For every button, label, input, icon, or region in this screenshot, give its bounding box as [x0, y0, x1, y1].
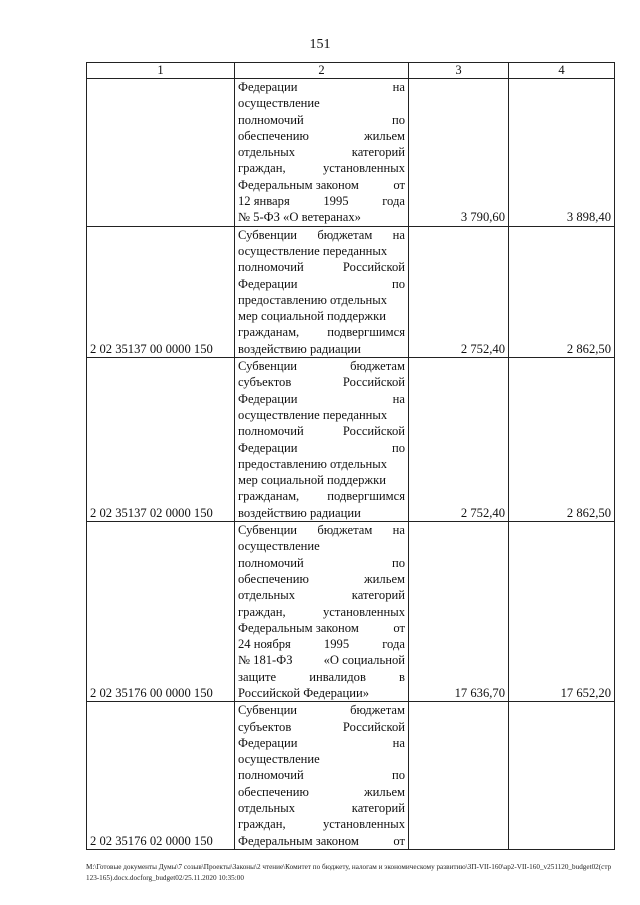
- amount-2022-cell: 2 862,50: [509, 358, 615, 522]
- budget-code-cell: 2 02 35137 02 0000 150: [87, 358, 235, 522]
- description-line: № 5-ФЗ «О ветеранах»: [238, 210, 361, 225]
- description-line: граждан, установленных: [238, 817, 405, 832]
- description-line: граждан, установленных: [238, 161, 405, 176]
- description-line: осуществление переданных: [238, 243, 388, 258]
- description-line: отдельных категорий: [238, 801, 405, 816]
- description-line: Федеральным законом от: [238, 833, 405, 848]
- description-cell: [235, 522, 409, 702]
- amount-2021-cell: 17 636,70: [409, 522, 509, 702]
- description-line: № 181-ФЗ «О социальной: [238, 653, 405, 668]
- table-row: [87, 79, 615, 227]
- description-line: осуществление: [238, 96, 320, 111]
- description-line: Субвенции бюджетам на: [238, 227, 405, 242]
- amount-2021-cell: 2 752,40: [409, 358, 509, 522]
- page-number: 151: [309, 37, 331, 52]
- description-line: обеспечению жильем: [238, 784, 405, 799]
- description-line: Субвенции бюджетам: [238, 703, 405, 718]
- description-line: осуществление: [238, 752, 320, 767]
- description-line: полномочий Российской: [238, 424, 405, 439]
- description-line: воздействию радиации: [238, 505, 361, 520]
- description-line: Федерации на: [238, 391, 405, 406]
- amount-2022-cell: 17 652,20: [509, 522, 615, 702]
- budget-code-cell: [87, 79, 235, 227]
- table-row: [87, 226, 615, 357]
- description-line: Федеральным законом от: [238, 620, 405, 635]
- amount-2022-cell: 2 862,50: [509, 226, 615, 357]
- description-line: Федеральным законом от: [238, 177, 405, 192]
- description-line: полномочий по: [238, 112, 405, 127]
- amount-2021-cell: 3 790,60: [409, 79, 509, 227]
- description-line: полномочий по: [238, 555, 405, 570]
- description-line: Субвенции бюджетам на: [238, 523, 405, 538]
- description-line: отдельных категорий: [238, 145, 405, 160]
- table-row: [87, 702, 615, 850]
- description-line: гражданам, подвергшимся: [238, 489, 405, 504]
- description-line: мер социальной поддержки: [238, 309, 386, 324]
- description-line: Федерации по: [238, 276, 405, 291]
- budget-code-cell: 2 02 35176 02 0000 150: [87, 702, 235, 850]
- description-line: осуществление: [238, 539, 320, 554]
- budget-code-cell: 2 02 35137 00 0000 150: [87, 226, 235, 357]
- description-line: защите инвалидов в: [238, 669, 405, 684]
- description-cell: [235, 79, 409, 227]
- amount-2021-cell: 2 752,40: [409, 226, 509, 357]
- description-cell: [235, 226, 409, 357]
- description-cell: [235, 702, 409, 850]
- column-header-4: 4: [509, 63, 615, 79]
- description-line: Субвенции бюджетам: [238, 359, 405, 374]
- description-line: обеспечению жильем: [238, 571, 405, 586]
- table-body: [87, 79, 615, 850]
- description-line: субъектов Российской: [238, 375, 405, 390]
- description-line: мер социальной поддержки: [238, 473, 386, 488]
- amount-2022-cell: 3 898,40: [509, 79, 615, 227]
- document-path-footer: M:\Готовые документы Думы\7 созыв\Проекты\Законы\2 чтение\Комитет по бюджету, налогам и экономическому развитию\ЗП-VII-160\ap2-VII-160_v251120_budget02(стр 123-165).docx.docforg_budget02/25.11.2020 10:35:00: [86, 863, 612, 882]
- column-header-1: 1: [87, 63, 235, 79]
- description-line: гражданам, подвергшимся: [238, 325, 405, 340]
- description-line: осуществление переданных: [238, 407, 388, 422]
- description-line: полномочий по: [238, 768, 405, 783]
- amount-2021-cell: [409, 702, 509, 850]
- description-line: обеспечению жильем: [238, 128, 405, 143]
- description-line: предоставлению отдельных: [238, 292, 387, 307]
- description-line: Федерации на: [238, 735, 405, 750]
- column-header-3: 3: [409, 63, 509, 79]
- description-line: воздействию радиации: [238, 341, 361, 356]
- description-line: предоставлению отдельных: [238, 456, 387, 471]
- description-line: Федерации по: [238, 440, 405, 455]
- description-line: 12 января 1995 года: [238, 194, 405, 209]
- description-line: субъектов Российской: [238, 719, 405, 734]
- column-header-2: 2: [235, 63, 409, 79]
- budget-code-cell: 2 02 35176 00 0000 150: [87, 522, 235, 702]
- description-line: Федерации на: [238, 80, 405, 94]
- table-header-row: [87, 63, 615, 79]
- description-line: отдельных категорий: [238, 588, 405, 603]
- amount-2022-cell: [509, 702, 615, 850]
- table-row: [87, 522, 615, 702]
- description-cell: [235, 358, 409, 522]
- description-line: Российской Федерации»: [238, 685, 369, 700]
- description-line: 24 ноября 1995 года: [238, 637, 405, 652]
- budget-table: [86, 62, 615, 850]
- table-row: [87, 358, 615, 522]
- description-line: полномочий Российской: [238, 260, 405, 275]
- description-line: граждан, установленных: [238, 604, 405, 619]
